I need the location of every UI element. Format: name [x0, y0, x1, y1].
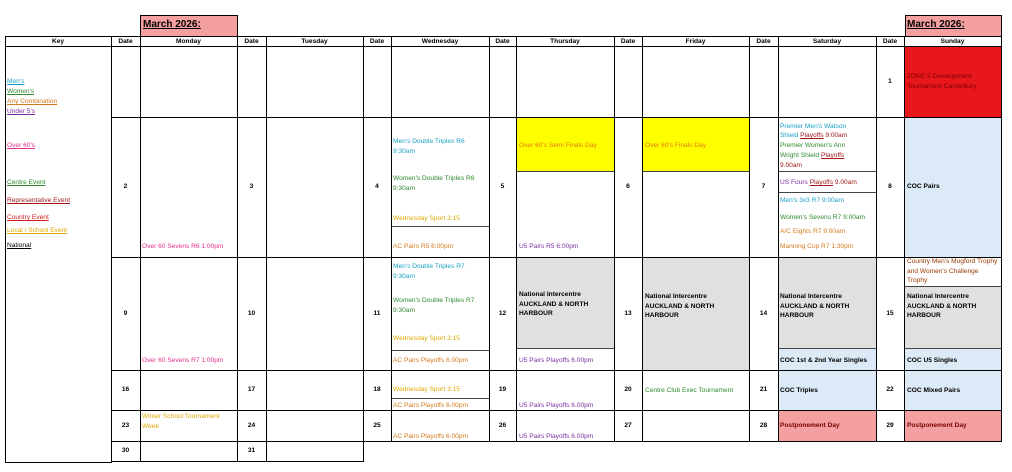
date-5: 5	[500, 183, 505, 190]
event-sat7-womens-sevens: Women's Sevens R7 9:00am	[780, 214, 866, 221]
event-mon9: Over 60 Sevens R7 1:00pm	[142, 357, 224, 364]
date-31: 31	[247, 447, 256, 454]
event-thu12-intercentre: National Intercentre AUCKLAND & NORTH HARBOUR	[519, 291, 589, 317]
event-sun15-coc-u5: COC U5 Singles	[907, 357, 958, 364]
event-wed18-sport: Wednesday Sport 3:15	[393, 386, 460, 393]
date-26: 26	[498, 422, 507, 429]
event-thu5-u5pairs: U5 Pairs R5 6:00pm	[519, 243, 579, 250]
event-sun29-postponement: Postponement Day	[907, 422, 967, 429]
event-wed18-acpairs: AC Pairs Playoffs 6.00pm	[393, 402, 469, 409]
event-sun15-intercentre: National Intercentre AUCKLAND & NORTH HARBOUR	[907, 293, 977, 319]
col-header-date: Date	[244, 38, 259, 45]
col-header-date: Date	[369, 38, 385, 45]
event-fri20-centre-club: Centre Club Exec Tournament	[645, 387, 734, 394]
event-wed11-sport: Wednesday Sport 3:15	[393, 335, 460, 342]
key-womens: Women's	[7, 88, 35, 95]
date-8: 8	[888, 183, 892, 190]
event-sun8: COC Pairs	[907, 183, 940, 190]
col-header-monday: Monday	[176, 38, 201, 45]
event-wed11-acpairs: AC Pairs Playoffs 6.00pm	[393, 357, 469, 364]
sat7-playoffs-link: Playoffs	[800, 132, 824, 139]
event-sat7-premier-men: Premier Men's Watson	[780, 123, 847, 130]
event-thu12-u5pairs: U5 Pairs Playoffs 6.00pm	[519, 357, 594, 364]
event-sat7-manning-cup: Manning Cup R7 1:30pm	[780, 243, 854, 250]
col-header-date: Date	[118, 38, 133, 45]
event-wed4-sport: Wednesday Sport 3:15	[393, 215, 460, 222]
event-sat7-ac-eights: A/C Eights R7 9:00am	[780, 228, 846, 235]
date-25: 25	[373, 422, 381, 429]
date-3: 3	[249, 183, 254, 190]
date-17: 17	[247, 386, 256, 393]
event-wed25-acpairs: AC Pairs Playoffs 6.00pm	[393, 433, 469, 440]
key-mens: Men's	[7, 78, 25, 85]
date-4: 4	[375, 183, 379, 190]
key-centre-event: Centre Event	[7, 179, 46, 186]
date-19: 19	[498, 386, 507, 393]
date-6: 6	[626, 183, 630, 190]
key-any-combination: Any Combination	[7, 98, 58, 105]
event-sat14-intercentre: National Intercentre AUCKLAND & NORTH HARBOUR	[780, 293, 850, 319]
sat7-usfours-time: 9.00am	[833, 179, 857, 186]
event-wed11-mens: Men's Double Triples R7 9:30am	[393, 263, 465, 280]
event-sat7-premier-women-line2	[780, 151, 844, 161]
sat7-women-playoffs-link: Playoffs	[820, 152, 845, 159]
event-fri6-finals: Over 60's Finals Day	[645, 142, 706, 149]
event-sun1: ZONE 5 Development Tournament Canterbury	[907, 73, 977, 90]
event-wed4-mens: Men's Double Triples R6 9:30am	[393, 138, 465, 155]
event-wed4-acpairs: AC Pairs R5 6:00pm	[393, 243, 454, 250]
key-representative-event: Representative Event	[7, 197, 71, 204]
event-fri13-intercentre: National Intercentre AUCKLAND & NORTH HARBOUR	[645, 293, 715, 319]
key-over60: Over 60's	[7, 142, 36, 149]
date-14: 14	[759, 310, 768, 317]
sat7-time: 9:00am	[823, 132, 848, 139]
date-12: 12	[498, 310, 507, 317]
event-sat7-mens-3x3: Men's 3x3 R7 9:00am	[780, 197, 844, 204]
event-sat14-coc-singles: COC 1st & 2nd Year Singles	[780, 357, 868, 364]
sat7-wright-label: Wright Shield	[780, 152, 821, 159]
date-27: 27	[624, 422, 632, 429]
col-header-sunday: Sunday	[940, 38, 965, 45]
key-country-event: Country Event	[7, 214, 49, 221]
date-16: 16	[121, 386, 130, 393]
event-thu5-semis: Over 60's Semi Finals Day	[519, 142, 597, 149]
col-header-tuesday: Tuesday	[301, 38, 328, 45]
event-mon23-winter-school: Winter School Tournament Week	[142, 413, 220, 430]
date-24: 24	[247, 422, 256, 429]
date-2: 2	[123, 183, 128, 190]
date-29: 29	[886, 422, 894, 429]
col-header-friday: Friday	[685, 38, 706, 45]
sat7-usfours-playoffs: Playoffs	[809, 179, 834, 186]
date-7: 7	[761, 183, 766, 190]
col-header-thursday: Thursday	[550, 38, 580, 45]
month-title-right: March 2026:	[907, 19, 965, 30]
month-title-left: March 2026:	[143, 19, 201, 30]
date-18: 18	[373, 386, 381, 393]
sat7-usfours-label: US Fours	[780, 179, 810, 186]
date-10: 10	[247, 310, 256, 317]
date-20: 20	[624, 386, 632, 393]
date-9: 9	[123, 310, 128, 317]
date-15: 15	[886, 310, 894, 317]
event-sat7-premier-women: Premier Women's Ann	[780, 142, 846, 149]
event-thu26-u5pairs: U5 Pairs Playoffs 6.00pm	[519, 433, 594, 440]
event-wed4-womens: Women's Double Triples R6 9:30am	[393, 175, 475, 192]
date-28: 28	[759, 422, 768, 429]
event-thu19-u5pairs: U5 Pairs Playoffs 6.00pm	[519, 402, 594, 409]
key-under5: Under 5's	[7, 108, 36, 115]
date-22: 22	[886, 386, 894, 393]
event-sat7-premier-men-line2	[780, 131, 847, 141]
date-21: 21	[759, 386, 768, 393]
event-sun22-coc-mixed: COC Mixed Pairs	[907, 387, 961, 394]
col-header-date: Date	[756, 38, 771, 45]
date-23: 23	[121, 422, 130, 429]
event-sat21-coc-triples: COC Triples	[780, 387, 818, 394]
col-header-saturday: Saturday	[812, 38, 842, 45]
event-mon2: Over 60 Sevens R6 1:00pm	[142, 243, 224, 250]
col-header-date: Date	[620, 38, 636, 45]
event-sun15-country: Country Men's Mugford Trophy and Women's Challenge Trophy	[907, 258, 998, 284]
col-header-date: Date	[495, 38, 510, 45]
col-header-date: Date	[882, 38, 898, 45]
col-header-key: Key	[51, 38, 65, 45]
date-1: 1	[888, 78, 892, 85]
date-30: 30	[121, 447, 130, 454]
key-national: National	[7, 242, 32, 249]
col-header-wednesday: Wednesday	[421, 38, 459, 45]
key-local-school-event: Local / School Event	[7, 227, 68, 234]
event-wed11-womens: Women's Double Triples R7 9:30am	[393, 297, 475, 314]
date-11: 11	[373, 310, 381, 317]
event-sat7-premier-women-time: 9.00am	[780, 162, 802, 169]
event-sat28-postponement: Postponement Day	[780, 422, 840, 429]
event-sat7-us-fours	[780, 178, 857, 188]
date-13: 13	[624, 310, 632, 317]
sat7-shield-label: Shield	[780, 132, 801, 139]
